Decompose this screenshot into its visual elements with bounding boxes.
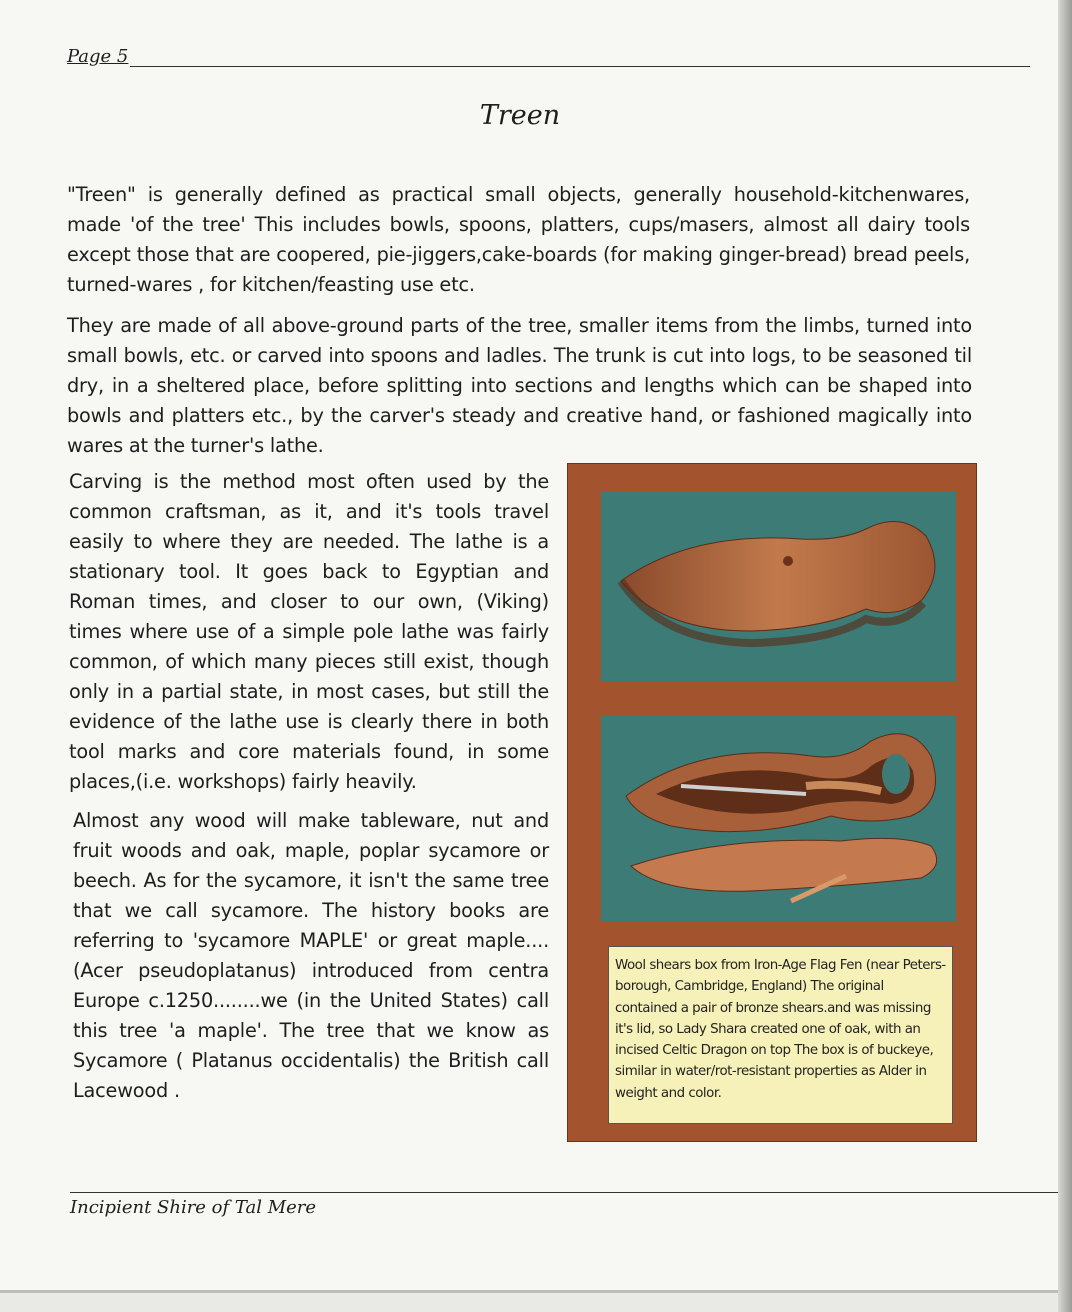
paragraph-3: Carving is the method most often used by the common craftsman, as it, and it's tools travel easily to where they are needed. The lathe is a stationary tool. It goes back to Egyptian and Roman times, and closer to our own, (Viking) times where use of a simple pole lathe was fairly common, of which many pieces still exist, though only in a partial state, in most cases, but still the evidence of the lathe use is clearly there in both tool marks and core materials found, in some places,(i.e. workshops) fairly heavily. xyxy=(69,470,549,793)
photo-box-open xyxy=(601,716,956,921)
figure-caption: Wool shears box from Iron-Age Flag Fen (near Peters-borough, Cambridge, England) The original contained a pair of bronze shears.and was missing it's lid, so Lady Shara created one of oak, with an incised Celtic Dragon on top The box is of buckeye, similar in water/rot-resistant properties as Alder in weight and color. xyxy=(608,946,953,1124)
page-number: Page 5 xyxy=(67,46,129,67)
paragraph-1: "Treen" is generally defined as practical small objects, generally household-kitchenwares, made 'of the tree' This includes bowls, spoons, platters, cups/masers, almost all dairy tools except those that are coopered, pie-jiggers,cake-boards (for making ginger-bread) bread peels, turned-wares , for kitchen/feasting use etc. xyxy=(67,183,970,296)
header-rule xyxy=(130,66,1030,67)
footer-rule xyxy=(70,1192,1058,1193)
paragraph-4: Almost any wood will make tableware, nut and fruit woods and oak, maple, poplar sycamore or beech. As for the sycamore, it isn't the same tree that we call sycamore. The history books are referring to 'sycamore MAPLE' or great maple....(Acer pseudoplatanus) introduced from centra Europe c.1250........we (in the United States) call this tree 'a maple'. The tree that we know as Sycamore ( Platanus occidentalis) the British call Lacewood . xyxy=(73,809,549,1102)
paragraph-2: They are made of all above-ground parts of the tree, smaller items from the limbs, turned into small bowls, etc. or carved into spoons and ladles. The trunk is cut into logs, to be seasoned til dry, in a sheltered place, before splitting into sections and lengths which can be shaped into bowls and platters etc., by the carver's steady and creative hand, or fashioned magically into wares at the turner's lathe. xyxy=(67,314,972,457)
article-title: Treen xyxy=(479,100,561,131)
photo-box-lid xyxy=(601,491,956,681)
footer-publication: Incipient Shire of Tal Mere xyxy=(70,1197,317,1218)
figure-treen-box xyxy=(567,463,977,1142)
page-edge xyxy=(1058,0,1072,1312)
